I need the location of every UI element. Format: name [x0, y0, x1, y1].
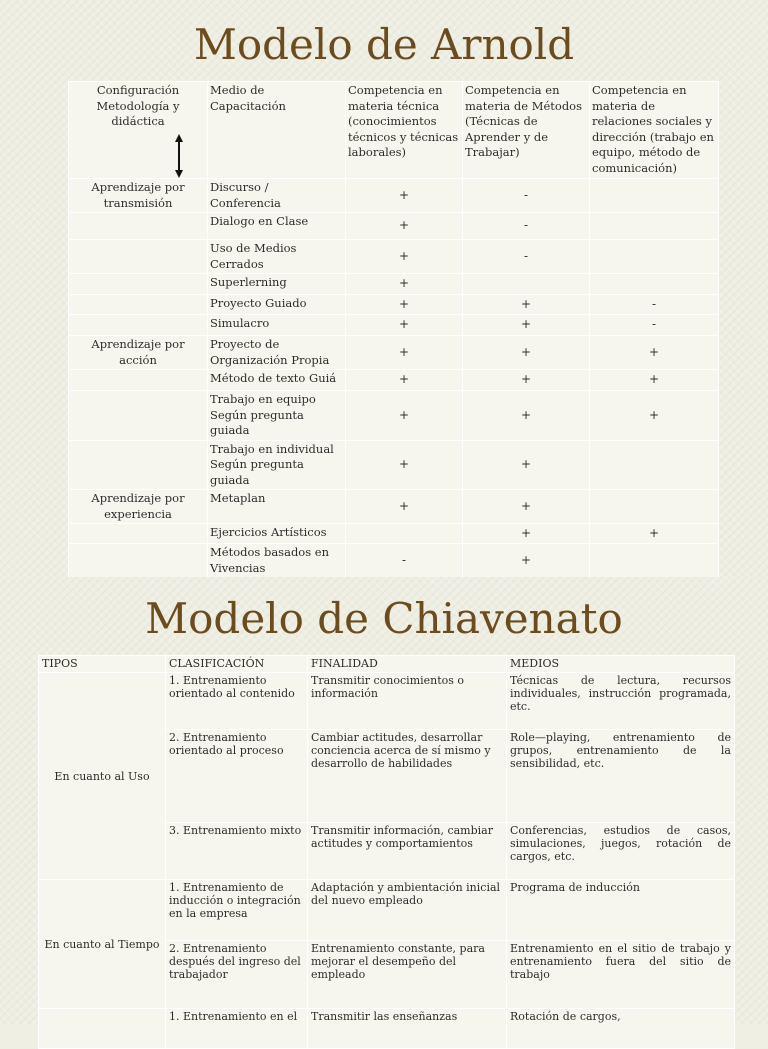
value-cell	[590, 440, 719, 490]
header-cell: Competencia en materia de Métodos (Técnicas de Aprender y de Trabajar)	[463, 82, 590, 179]
value-cell	[590, 240, 719, 274]
finalidad-cell: Adaptación y ambientación inicial del nuevo empleado	[308, 880, 507, 941]
value-cell: +	[463, 370, 590, 391]
value-cell: +	[590, 391, 719, 441]
slide-title: Modelo de Chiavenato	[145, 594, 623, 643]
category-cell	[69, 440, 208, 490]
value-cell	[590, 490, 719, 524]
category-cell	[69, 295, 208, 315]
medio-cell: Dialogo en Clase	[208, 213, 346, 240]
value-cell: +	[346, 370, 463, 391]
category-cell	[69, 213, 208, 240]
table-row	[69, 213, 719, 240]
value-cell: +	[346, 336, 463, 370]
value-cell: +	[463, 524, 590, 544]
finalidad-cell: Transmitir las enseñanzas	[308, 1009, 507, 1049]
header-cell: Medio de Capacitación	[208, 82, 346, 179]
category-cell	[69, 544, 208, 578]
value-cell: +	[590, 370, 719, 391]
medio-cell: Simulacro	[208, 315, 346, 336]
table-row	[39, 880, 735, 941]
clasificacion-cell: 1. Entrenamiento de inducción o integración en la empresa	[166, 880, 308, 941]
category-cell	[69, 370, 208, 391]
medio-cell: Método de texto Guiá	[208, 370, 346, 391]
finalidad-cell: Entrenamiento constante, para mejorar el desempeño del empleado	[308, 941, 507, 1009]
value-cell: +	[590, 336, 719, 370]
medio-cell: Proyecto de Organización Propia	[208, 336, 346, 370]
finalidad-cell: Cambiar actitudes, desarrollar conciencia acerca de sí mismo y desarrollo de habilidades	[308, 730, 507, 823]
table-row	[69, 240, 719, 274]
medios-cell: Role—playing, entrenamiento de grupos, entrenamiento de la sensibilidad, etc.	[507, 730, 735, 823]
category-cell	[69, 315, 208, 336]
value-cell: +	[463, 391, 590, 441]
value-cell: -	[463, 213, 590, 240]
table-row	[69, 336, 719, 370]
value-cell: +	[346, 440, 463, 490]
header-cell: CLASIFICACIÓN	[166, 656, 308, 673]
value-cell: +	[346, 315, 463, 336]
value-cell: +	[346, 490, 463, 524]
category-cell	[69, 524, 208, 544]
value-cell: +	[346, 213, 463, 240]
table-row	[69, 274, 719, 295]
category-cell	[69, 391, 208, 441]
medio-cell: Métodos basados en Vivencias	[208, 544, 346, 578]
value-cell: -	[590, 295, 719, 315]
header-cell: Competencia en materia de relaciones sociales y dirección (trabajo en equipo, método de comunicación)	[590, 82, 719, 179]
table-row	[69, 391, 719, 441]
medio-cell: Discurso / Conferencia	[208, 179, 346, 213]
clasificacion-cell: 2. Entrenamiento orientado al proceso	[166, 730, 308, 823]
table-row	[69, 370, 719, 391]
table-header-row	[69, 82, 719, 179]
medio-cell: Uso de Medios Cerrados	[208, 240, 346, 274]
value-cell: +	[346, 391, 463, 441]
tipo-cell: En cuanto al Tiempo	[39, 880, 166, 1009]
clasificacion-cell: 1. Entrenamiento en el	[166, 1009, 308, 1049]
value-cell: -	[346, 544, 463, 578]
medio-cell: Trabajo en equipo Según pregunta guiada	[208, 391, 346, 441]
arnold-table	[68, 81, 719, 578]
category-cell: Aprendizaje por transmisión	[69, 179, 208, 213]
medios-cell: Conferencias, estudios de casos, simulaciones, juegos, rotación de cargos, etc.	[507, 823, 735, 880]
double-arrow-icon	[174, 134, 184, 178]
medio-cell: Ejercicios Artísticos	[208, 524, 346, 544]
tipo-cell: En cuanto al Uso	[39, 673, 166, 880]
table-row	[69, 315, 719, 336]
value-cell	[590, 179, 719, 213]
value-cell: -	[590, 315, 719, 336]
finalidad-cell: Transmitir información, cambiar actitudes y comportamientos	[308, 823, 507, 880]
clasificacion-cell: 1. Entrenamiento orientado al contenido	[166, 673, 308, 730]
value-cell: +	[463, 490, 590, 524]
value-cell	[590, 544, 719, 578]
medios-cell: Entrenamiento en el sitio de trabajo y entrenamiento fuera del sitio de trabajo	[507, 941, 735, 1009]
table-row	[69, 524, 719, 544]
value-cell: +	[346, 240, 463, 274]
slide-title: Modelo de Arnold	[193, 20, 575, 69]
table-row	[69, 440, 719, 490]
value-cell	[590, 213, 719, 240]
value-cell: +	[463, 440, 590, 490]
category-cell: Aprendizaje por experiencia	[69, 490, 208, 524]
medio-cell: Proyecto Guiado	[208, 295, 346, 315]
value-cell: +	[590, 524, 719, 544]
table-row	[69, 544, 719, 578]
value-cell	[590, 274, 719, 295]
value-cell	[346, 524, 463, 544]
value-cell: -	[463, 240, 590, 274]
value-cell: +	[346, 295, 463, 315]
clasificacion-cell: 2. Entrenamiento después del ingreso del trabajador	[166, 941, 308, 1009]
table-row	[39, 673, 735, 730]
table-row	[69, 295, 719, 315]
table-row	[69, 490, 719, 524]
value-cell: +	[346, 179, 463, 213]
category-cell: Aprendizaje por acción	[69, 336, 208, 370]
value-cell: +	[346, 274, 463, 295]
finalidad-cell: Transmitir conocimientos o información	[308, 673, 507, 730]
medio-cell: Metaplan	[208, 490, 346, 524]
table-header-row	[39, 656, 735, 673]
medios-cell: Técnicas de lectura, recursos individuales, instrucción programada, etc.	[507, 673, 735, 730]
table-row	[69, 179, 719, 213]
value-cell: +	[463, 315, 590, 336]
medios-cell: Rotación de cargos,	[507, 1009, 735, 1049]
chiavenato-table	[38, 655, 735, 1049]
header-cell: TIPOS	[39, 656, 166, 673]
value-cell: -	[463, 179, 590, 213]
category-cell	[69, 274, 208, 295]
clasificacion-cell: 3. Entrenamiento mixto	[166, 823, 308, 880]
header-cell	[69, 82, 208, 179]
value-cell: +	[463, 544, 590, 578]
value-cell: +	[463, 295, 590, 315]
header-cell: FINALIDAD	[308, 656, 507, 673]
header-cell: MEDIOS	[507, 656, 735, 673]
tipo-cell	[39, 1009, 166, 1049]
category-cell	[69, 240, 208, 274]
medios-cell: Programa de inducción	[507, 880, 735, 941]
value-cell: +	[463, 336, 590, 370]
header-label: Configuración Metodología y didáctica	[96, 83, 180, 128]
table-row	[39, 1009, 735, 1049]
header-cell: Competencia en materia técnica (conocimientos técnicos y técnicas laborales)	[346, 82, 463, 179]
value-cell	[463, 274, 590, 295]
medio-cell: Superlerning	[208, 274, 346, 295]
medio-cell: Trabajo en individual Según pregunta guiada	[208, 440, 346, 490]
